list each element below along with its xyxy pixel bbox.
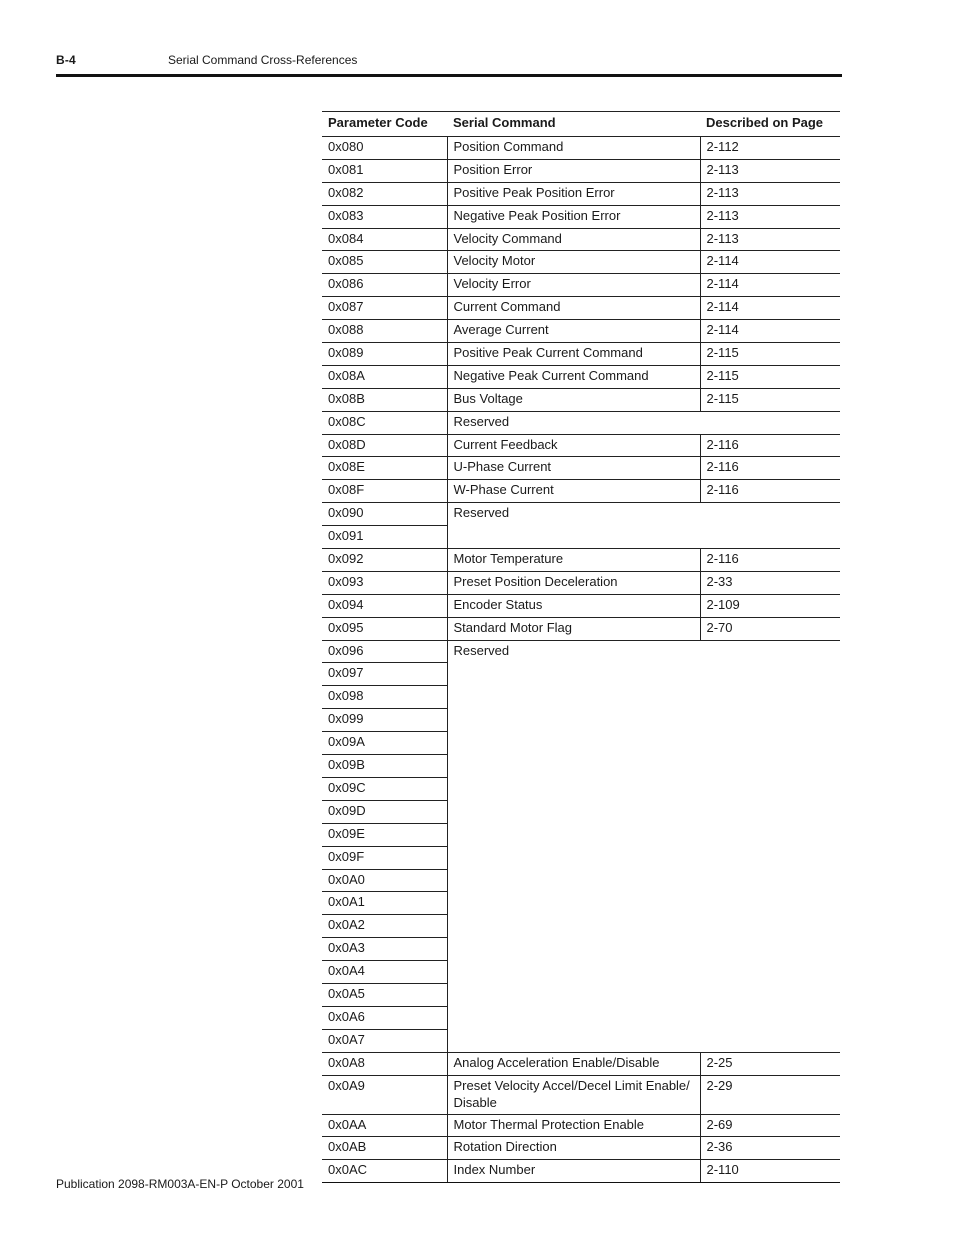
table-row <box>322 1075 840 1114</box>
serial-command-cell: Current Feedback <box>447 434 700 457</box>
described-on-page-cell: 2-114 <box>700 251 840 274</box>
parameter-code-cell: 0x097 <box>322 663 447 686</box>
parameter-code-cell: 0x0A6 <box>322 1006 447 1029</box>
described-on-page-cell: 2-112 <box>700 137 840 160</box>
serial-command-cell: W-Phase Current <box>447 480 700 503</box>
parameter-code-cell: 0x087 <box>322 297 447 320</box>
parameter-code-cell: 0x09C <box>322 777 447 800</box>
table-row <box>322 205 840 228</box>
parameter-code-cell: 0x08E <box>322 457 447 480</box>
serial-command-cell: Preset Position Deceleration <box>447 571 700 594</box>
serial-command-cell: Motor Temperature <box>447 549 700 572</box>
parameter-code-cell: 0x0A2 <box>322 915 447 938</box>
table-row <box>322 1114 840 1137</box>
column-header-serial-command: Serial Command <box>447 112 700 137</box>
table-row <box>322 503 840 526</box>
described-on-page-cell: 2-69 <box>700 1114 840 1137</box>
serial-command-cell: Rotation Direction <box>447 1137 700 1160</box>
described-on-page-cell: 2-114 <box>700 320 840 343</box>
serial-command-cell: Motor Thermal Protection Enable <box>447 1114 700 1137</box>
serial-command-cell: Negative Peak Current Command <box>447 365 700 388</box>
described-on-page-cell: 2-36 <box>700 1137 840 1160</box>
serial-command-cell: Velocity Error <box>447 274 700 297</box>
serial-command-cell: Average Current <box>447 320 700 343</box>
header-rule <box>56 74 842 77</box>
parameter-code-cell: 0x096 <box>322 640 447 663</box>
described-on-page-cell: 2-113 <box>700 228 840 251</box>
described-on-page-cell: 2-110 <box>700 1160 840 1183</box>
parameter-code-cell: 0x081 <box>322 159 447 182</box>
parameter-code-cell: 0x09B <box>322 755 447 778</box>
parameter-code-cell: 0x0A0 <box>322 869 447 892</box>
parameter-code-cell: 0x093 <box>322 571 447 594</box>
table-row <box>322 1160 840 1183</box>
parameter-code-cell: 0x09A <box>322 732 447 755</box>
serial-command-cell: Analog Acceleration Enable/Disable <box>447 1052 700 1075</box>
parameter-code-cell: 0x08C <box>322 411 447 434</box>
parameter-code-cell: 0x0A5 <box>322 983 447 1006</box>
column-header-parameter-code: Parameter Code <box>322 112 447 137</box>
parameter-code-cell: 0x086 <box>322 274 447 297</box>
serial-command-cell: Encoder Status <box>447 594 700 617</box>
described-on-page-cell: 2-70 <box>700 617 840 640</box>
parameter-code-cell: 0x091 <box>322 526 447 549</box>
parameter-code-cell: 0x08A <box>322 365 447 388</box>
table-row <box>322 297 840 320</box>
serial-command-cell: Reserved <box>447 503 840 549</box>
described-on-page-cell: 2-116 <box>700 457 840 480</box>
table-row <box>322 617 840 640</box>
serial-command-cell: Positive Peak Current Command <box>447 343 700 366</box>
parameter-code-cell: 0x0AA <box>322 1114 447 1137</box>
parameter-code-cell: 0x083 <box>322 205 447 228</box>
described-on-page-cell: 2-25 <box>700 1052 840 1075</box>
table-body <box>322 137 840 1183</box>
serial-command-cell: Velocity Motor <box>447 251 700 274</box>
table-row <box>322 388 840 411</box>
table-row <box>322 274 840 297</box>
parameter-code-cell: 0x098 <box>322 686 447 709</box>
parameter-code-cell: 0x0A4 <box>322 961 447 984</box>
parameter-code-cell: 0x099 <box>322 709 447 732</box>
serial-command-cell: Reserved <box>447 411 840 434</box>
described-on-page-cell: 2-114 <box>700 297 840 320</box>
column-header-described-on-page: Described on Page <box>700 112 840 137</box>
table-row <box>322 1052 840 1075</box>
parameter-code-cell: 0x089 <box>322 343 447 366</box>
parameter-code-cell: 0x0A8 <box>322 1052 447 1075</box>
parameter-code-cell: 0x0AB <box>322 1137 447 1160</box>
parameter-code-cell: 0x0A1 <box>322 892 447 915</box>
table-row <box>322 1137 840 1160</box>
serial-command-cell: Position Error <box>447 159 700 182</box>
described-on-page-cell: 2-33 <box>700 571 840 594</box>
described-on-page-cell: 2-116 <box>700 480 840 503</box>
section-title: Serial Command Cross-References <box>168 53 358 67</box>
described-on-page-cell: 2-113 <box>700 205 840 228</box>
parameter-code-cell: 0x09F <box>322 846 447 869</box>
table-row <box>322 320 840 343</box>
table-row <box>322 365 840 388</box>
serial-command-cell: Current Command <box>447 297 700 320</box>
table-row <box>322 159 840 182</box>
parameter-code-cell: 0x09D <box>322 800 447 823</box>
table-row <box>322 182 840 205</box>
serial-command-cell: U-Phase Current <box>447 457 700 480</box>
parameter-code-cell: 0x092 <box>322 549 447 572</box>
page-header <box>56 52 842 68</box>
parameter-code-cell: 0x095 <box>322 617 447 640</box>
table-row <box>322 640 840 663</box>
serial-command-cell: Positive Peak Position Error <box>447 182 700 205</box>
described-on-page-cell: 2-116 <box>700 434 840 457</box>
parameter-code-cell: 0x085 <box>322 251 447 274</box>
parameter-code-cell: 0x084 <box>322 228 447 251</box>
serial-command-cell: Index Number <box>447 1160 700 1183</box>
serial-command-cell: Reserved <box>447 640 840 1052</box>
table-row <box>322 228 840 251</box>
serial-command-cell: Velocity Command <box>447 228 700 251</box>
parameter-code-cell: 0x082 <box>322 182 447 205</box>
serial-command-cell: Position Command <box>447 137 700 160</box>
serial-command-cell: Bus Voltage <box>447 388 700 411</box>
parameter-code-cell: 0x08B <box>322 388 447 411</box>
described-on-page-cell: 2-116 <box>700 549 840 572</box>
table-header-row <box>322 112 840 137</box>
described-on-page-cell: 2-113 <box>700 182 840 205</box>
parameter-code-cell: 0x0A7 <box>322 1029 447 1052</box>
serial-command-cell: Preset Velocity Accel/Decel Limit Enable/ Disable <box>447 1075 700 1114</box>
table-row <box>322 594 840 617</box>
described-on-page-cell: 2-114 <box>700 274 840 297</box>
parameter-code-cell: 0x090 <box>322 503 447 526</box>
serial-command-cell: Negative Peak Position Error <box>447 205 700 228</box>
parameter-code-cell: 0x0A9 <box>322 1075 447 1114</box>
described-on-page-cell: 2-115 <box>700 388 840 411</box>
table-row <box>322 571 840 594</box>
described-on-page-cell: 2-29 <box>700 1075 840 1114</box>
parameter-code-cell: 0x080 <box>322 137 447 160</box>
described-on-page-cell: 2-115 <box>700 343 840 366</box>
table-row <box>322 251 840 274</box>
cross-reference-table <box>322 111 840 1183</box>
table-row <box>322 411 840 434</box>
parameter-code-cell: 0x088 <box>322 320 447 343</box>
table-row <box>322 137 840 160</box>
table-row <box>322 480 840 503</box>
parameter-code-cell: 0x0AC <box>322 1160 447 1183</box>
parameter-code-cell: 0x0A3 <box>322 938 447 961</box>
parameter-code-cell: 0x09E <box>322 823 447 846</box>
parameter-code-cell: 0x08F <box>322 480 447 503</box>
page-number: B-4 <box>56 53 76 67</box>
table-row <box>322 343 840 366</box>
parameter-code-cell: 0x094 <box>322 594 447 617</box>
table-row <box>322 549 840 572</box>
described-on-page-cell: 2-109 <box>700 594 840 617</box>
described-on-page-cell: 2-115 <box>700 365 840 388</box>
described-on-page-cell: 2-113 <box>700 159 840 182</box>
table-row <box>322 457 840 480</box>
table-row <box>322 434 840 457</box>
parameter-code-cell: 0x08D <box>322 434 447 457</box>
publication-footer: Publication 2098-RM003A-EN-P October 2001 <box>56 1177 304 1191</box>
serial-command-cell: Standard Motor Flag <box>447 617 700 640</box>
